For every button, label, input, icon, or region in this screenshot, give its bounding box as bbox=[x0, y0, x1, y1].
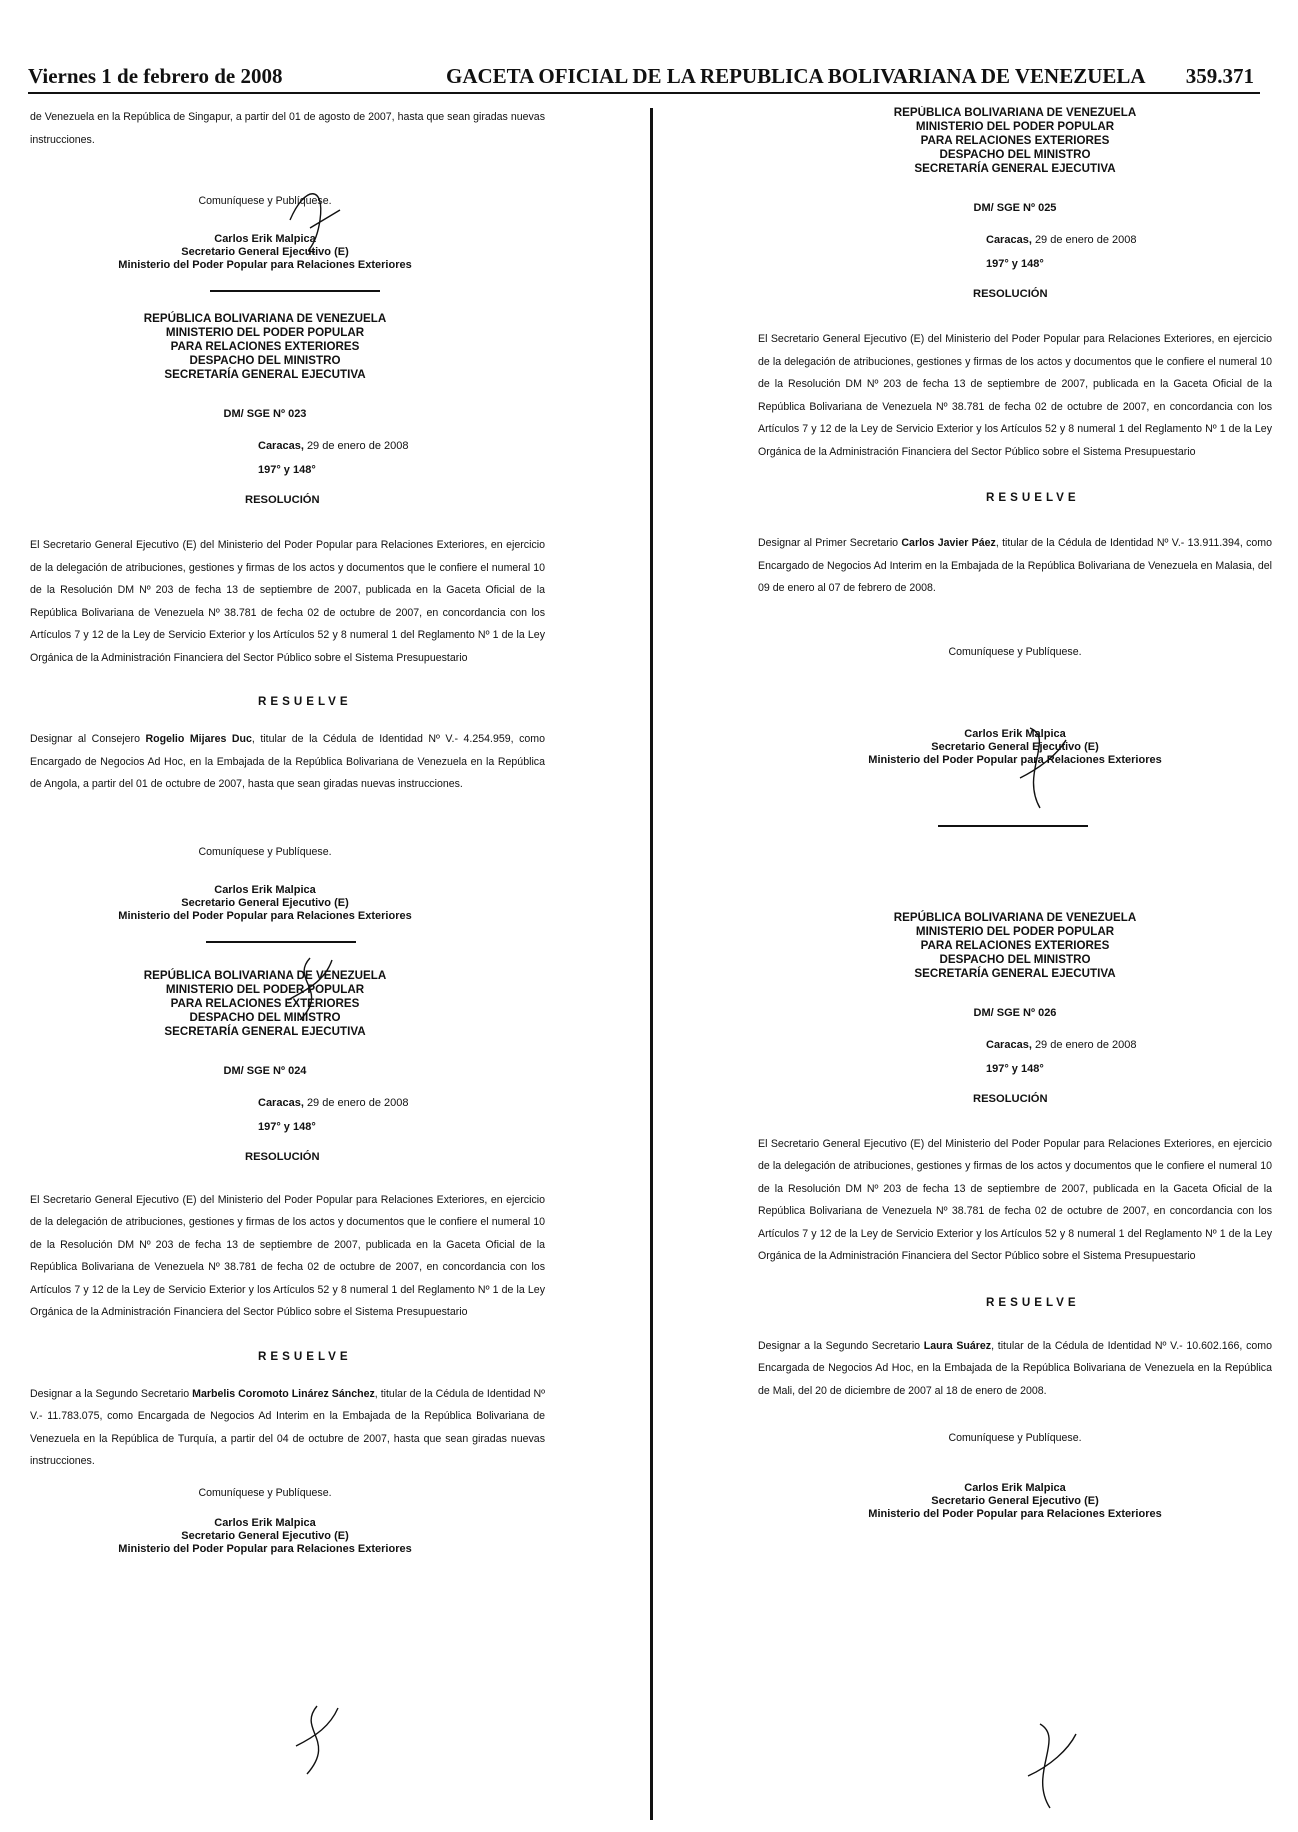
resolution-body-023: Designar al Consejero Rogelio Mijares Duc, titular de la Cédula de Identidad Nº V.- 4.254.959, como Encargado de Negocios Ad Hoc, en la Embajada de la República Bolivariana de Venezuela en la República de Angola, a partir del 01 de octubre de 2007, hasta que sean giradas nuevas instrucciones. bbox=[30, 733, 545, 790]
resolution-place-date-023: Caracas, 29 de enero de 2008 bbox=[258, 440, 409, 452]
header-page-number: 359.371 bbox=[1185, 64, 1254, 88]
signature-block-023 bbox=[30, 846, 500, 923]
resolution-place-date-026: Caracas, 29 de enero de 2008 bbox=[986, 1038, 1137, 1051]
communique-line: Comuníquese y Publíquese. bbox=[948, 1432, 1082, 1444]
resolution-resuelve-026: RESUELVE bbox=[986, 1295, 1080, 1309]
signature-block-025 bbox=[758, 646, 1272, 767]
resolution-resuelve-023: RESUELVE bbox=[258, 695, 352, 708]
resolution-body-026: Designar a la Segundo Secretario Laura Suárez, titular de la Cédula de Identidad Nº V.- 10.602.166, como Encargada de Negocios Ad Hoc, en la Embajada de la República Bolivariana de Venezuela en la República de Mali, del 20 de diciembre de 2007 al 18 de enero de 2008. bbox=[758, 1339, 1272, 1397]
communique-line: Comuníquese y Publíquese. bbox=[198, 845, 332, 858]
signer-office: Secretario General Ejecutivo (E) bbox=[931, 740, 1099, 753]
signer-ministry: Ministerio del Poder Popular para Relaciones Exteriores bbox=[118, 1542, 412, 1555]
section-separator bbox=[938, 825, 1088, 827]
resolution-heading-025: REPÚBLICA BOLIVARIANA DE VENEZUELA MINISTERIO DEL PODER POPULAR PARA RELACIONES EXTERIORES DESPACHO DEL MINISTRO SECRETARÍA GENERAL EJECUTIVA bbox=[893, 106, 1137, 175]
signature-block-026 bbox=[758, 1432, 1272, 1521]
signer-office: Secretario General Ejecutivo (E) bbox=[931, 1495, 1099, 1507]
signer-ministry: Ministerio del Poder Popular para Relaciones Exteriores bbox=[868, 753, 1162, 766]
signer-name: Carlos Erik Malpica bbox=[214, 233, 316, 245]
resolution-years-025: 197° y 148° bbox=[986, 258, 1044, 270]
signer-name: Carlos Erik Malpica bbox=[964, 727, 1066, 740]
resolution-resuelve-025: RESUELVE bbox=[986, 491, 1080, 504]
resolution-title-023: RESOLUCIÓN bbox=[245, 494, 320, 506]
column-divider bbox=[650, 108, 653, 1820]
right-column bbox=[758, 106, 1272, 1826]
page-header bbox=[28, 62, 1260, 94]
resolution-years-024: 197° y 148° bbox=[258, 1120, 316, 1133]
resolution-body-024: Designar a la Segundo Secretario Marbelis Coromoto Linárez Sánchez, titular de la Cédula de Identidad Nº V.- 11.783.075, como Encargada de Negocios Ad Interim en la Embajada de la República Bolivariana de Venezuela en la República de Turquía, a partir del 04 de octubre de 2007, hasta que sean giradas nuevas instrucciones. bbox=[30, 1387, 545, 1467]
resolution-preamble-026: El Secretario General Ejecutivo (E) del Ministerio del Poder Popular para Relaciones Exteriores, en ejercicio de la delegación de atribuciones, gestiones y firmas de los actos y documentos que le confiere el numeral 10 de la Resolución DM Nº 203 de fecha 13 de septiembre de 2007, publicada en la Gaceta Oficial de la República Bolivariana de Venezuela Nº 38.781 de fecha 02 de octubre de 2007, en concordancia con los Artículos 7 y 12 de la Ley de Servicio Exterior y los Artículos 52 y 8 numeral 1 del Reglamento Nº 1 de la Ley Orgánica de la Administración Financiera del Sector Público sobre el Sistema Presupuestario bbox=[758, 1137, 1272, 1262]
section-separator bbox=[210, 290, 380, 292]
communique-line: Comuníquese y Publíquese. bbox=[198, 1486, 332, 1499]
resolution-place-date-025: Caracas, 29 de enero de 2008 bbox=[986, 234, 1137, 246]
signer-ministry: Ministerio del Poder Popular para Relaciones Exteriores bbox=[118, 909, 412, 922]
resolution-title-025: RESOLUCIÓN bbox=[973, 288, 1048, 300]
resolution-number-023: DM/ SGE Nº 023 bbox=[223, 408, 307, 420]
signer-ministry: Ministerio del Poder Popular para Relaciones Exteriores bbox=[118, 259, 412, 271]
resolution-heading-026: REPÚBLICA BOLIVARIANA DE VENEZUELA MINISTERIO DEL PODER POPULAR PARA RELACIONES EXTERIORES DESPACHO DEL MINISTRO SECRETARÍA GENERAL EJECUTIVA bbox=[893, 910, 1137, 980]
resolution-heading-024: REPÚBLICA BOLIVARIANA DE VENEZUELA MINISTERIO DEL PODER POPULAR PARA RELACIONES EXTERIORES DESPACHO DEL MINISTRO SECRETARÍA GENERAL EJECUTIVA bbox=[143, 968, 387, 1038]
signer-name: Carlos Erik Malpica bbox=[214, 883, 316, 896]
resolution-number-026: DM/ SGE Nº 026 bbox=[973, 1006, 1057, 1019]
signer-name: Carlos Erik Malpica bbox=[214, 1516, 316, 1529]
resolution-place-date-024: Caracas, 29 de enero de 2008 bbox=[258, 1096, 409, 1109]
resolution-resuelve-024: RESUELVE bbox=[258, 1349, 352, 1363]
left-column bbox=[30, 106, 550, 1826]
resolution-preamble-024: El Secretario General Ejecutivo (E) del Ministerio del Poder Popular para Relaciones Exteriores, en ejercicio de la delegación de atribuciones, gestiones y firmas de los actos y documentos que le confiere el numeral 10 de la Resolución DM Nº 203 de fecha 13 de septiembre de 2007, publicada en la Gaceta Oficial de la República Bolivariana de Venezuela Nº 38.781 de fecha 02 de octubre de 2007, en concordancia con los Artículos 7 y 12 de la Ley de Servicio Exterior y los Artículos 52 y 8 numeral 1 del Reglamento Nº 1 de la Ley Orgánica de la Administración Financiera del Sector Público sobre el Sistema Presupuestario bbox=[30, 1193, 545, 1318]
signature-block-1 bbox=[30, 195, 500, 272]
resolution-preamble-025: El Secretario General Ejecutivo (E) del Ministerio del Poder Popular para Relaciones Exteriores, en ejercicio de la delegación de atribuciones, gestiones y firmas de los actos y documentos que le confiere el numeral 10 de la Resolución DM Nº 203 de fecha 13 de septiembre de 2007, publicada en la Gaceta Oficial de la República Bolivariana de Venezuela Nº 38.781 de fecha 02 de octubre de 2007, en concordancia con los Artículos 7 y 12 de la Ley de Servicio Exterior y los Artículos 52 y 8 numeral 1 del Reglamento Nº 1 de la Ley Orgánica de la Administración Financiera del Sector Público sobre el Sistema Presupuestario bbox=[758, 333, 1272, 458]
section-separator bbox=[206, 941, 356, 943]
signer-office: Secretario General Ejecutivo (E) bbox=[181, 1529, 349, 1542]
resolution-years-023: 197° y 148° bbox=[258, 464, 316, 476]
signer-office: Secretario General Ejecutivo (E) bbox=[181, 896, 349, 909]
resolution-preamble-023: El Secretario General Ejecutivo (E) del Ministerio del Poder Popular para Relaciones Exteriores, en ejercicio de la delegación de atribuciones, gestiones y firmas de los actos y documentos que le confiere el numeral 10 de la Resolución DM Nº 203 de fecha 13 de septiembre de 2007, publicada en la Gaceta Oficial de la República Bolivariana de Venezuela Nº 38.781 de fecha 02 de octubre de 2007, en concordancia con los Artículos 7 y 12 de la Ley de Servicio Exterior y los Artículos 52 y 8 numeral 1 del Reglamento Nº 1 de la Ley Orgánica de la Administración Financiera del Sector Público sobre el Sistema Presupuestario bbox=[30, 539, 545, 664]
communique-line: Comuníquese y Publíquese. bbox=[198, 195, 332, 207]
resolution-body-025: Designar al Primer Secretario Carlos Javier Páez, titular de la Cédula de Identidad Nº V.- 13.911.394, como Encargado de Negocios Ad Interim en la Embajada de la República Bolivariana de Venezuela en Malasia, del 09 de enero al 07 de febrero de 2008. bbox=[758, 537, 1272, 594]
resolution-title-026: RESOLUCIÓN bbox=[973, 1092, 1048, 1105]
header-title: GACETA OFICIAL DE LA REPUBLICA BOLIVARIANA DE VENEZUELA bbox=[446, 64, 1146, 88]
continuation-text: de Venezuela en la República de Singapur, a partir del 01 de agosto de 2007, hasta que sean giradas nuevas instrucciones. bbox=[30, 111, 545, 146]
resolution-heading-023: REPÚBLICA BOLIVARIANA DE VENEZUELA MINISTERIO DEL PODER POPULAR PARA RELACIONES EXTERIORES DESPACHO DEL MINISTRO SECRETARÍA GENERAL EJECUTIVA bbox=[143, 312, 387, 381]
signature-block-024 bbox=[30, 1487, 500, 1556]
resolution-number-025: DM/ SGE Nº 025 bbox=[973, 202, 1057, 214]
communique-line: Comuníquese y Publíquese. bbox=[948, 645, 1082, 658]
signer-office: Secretario General Ejecutivo (E) bbox=[181, 246, 349, 258]
resolution-title-024: RESOLUCIÓN bbox=[245, 1150, 320, 1163]
signer-name: Carlos Erik Malpica bbox=[964, 1482, 1066, 1494]
resolution-years-026: 197° y 148° bbox=[986, 1062, 1044, 1075]
header-date: Viernes 1 de febrero de 2008 bbox=[28, 64, 283, 88]
signer-ministry: Ministerio del Poder Popular para Relaciones Exteriores bbox=[868, 1508, 1162, 1520]
resolution-number-024: DM/ SGE Nº 024 bbox=[223, 1064, 307, 1077]
